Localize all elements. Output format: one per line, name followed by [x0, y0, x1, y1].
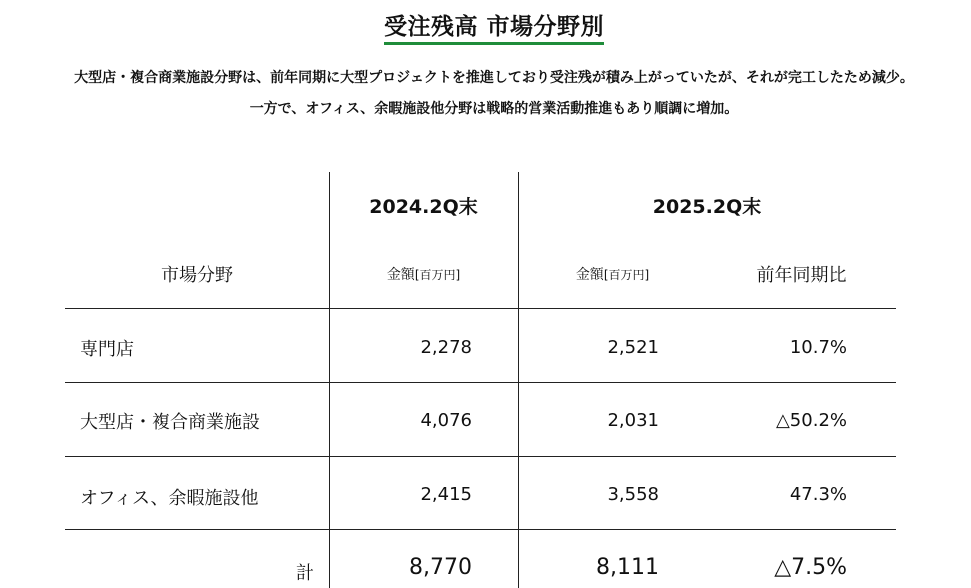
header-market: 市場分野 — [161, 265, 233, 286]
table-divider-horizontal — [65, 308, 896, 309]
header-amount-2025 — [518, 264, 707, 284]
header-period-2024: 2024.2Q末 — [369, 196, 478, 218]
total-amount-2024: 8,770 — [409, 555, 472, 580]
header-period-2025: 2025.2Q末 — [652, 196, 762, 218]
amount-2024: 4,076 — [420, 410, 472, 431]
amount-2024: 2,278 — [420, 337, 472, 358]
row-label: オフィス、余暇施設他 — [80, 488, 259, 509]
total-yoy-change: △7.5% — [774, 555, 847, 580]
amount-label: 金額 — [386, 267, 415, 283]
header-yoy: 前年同期比 — [756, 265, 847, 286]
table-divider-vertical — [518, 172, 519, 588]
table-divider-vertical — [329, 172, 330, 588]
row-label: 大型店・複合商業施設 — [80, 412, 260, 433]
header-amount-2024 — [329, 264, 518, 284]
yoy-change: △50.2% — [775, 410, 847, 431]
amount-2025: 2,521 — [607, 337, 659, 358]
total-amount-2025: 8,111 — [596, 555, 659, 580]
page-title — [0, 8, 971, 45]
unit-label: [百万円] — [414, 268, 461, 282]
row-label: 専門店 — [80, 339, 134, 360]
amount-2024: 2,415 — [420, 484, 472, 505]
description-line-1: 大型店・複合商業施設分野は、前年同期に大型プロジェクトを推進しており受注残が積み上がっていたが、それが完工したため減少。 — [74, 70, 914, 86]
amount-label: 金額 — [575, 267, 604, 283]
total-label: 計 — [296, 563, 314, 584]
amount-2025: 3,558 — [607, 484, 659, 505]
yoy-change: 10.7% — [789, 337, 847, 358]
table-divider-horizontal — [65, 382, 896, 383]
description-line-2: 一方で、オフィス、余暇施設他分野は戦略的営業活動推進もあり順調に増加。 — [249, 101, 739, 117]
table-divider-horizontal — [65, 456, 896, 457]
amount-2025: 2,031 — [607, 410, 659, 431]
page-title-text: 受注残高 市場分野別 — [384, 8, 604, 45]
table-divider-horizontal — [65, 529, 896, 530]
unit-label: [百万円] — [603, 268, 650, 282]
yoy-change: 47.3% — [789, 484, 847, 505]
